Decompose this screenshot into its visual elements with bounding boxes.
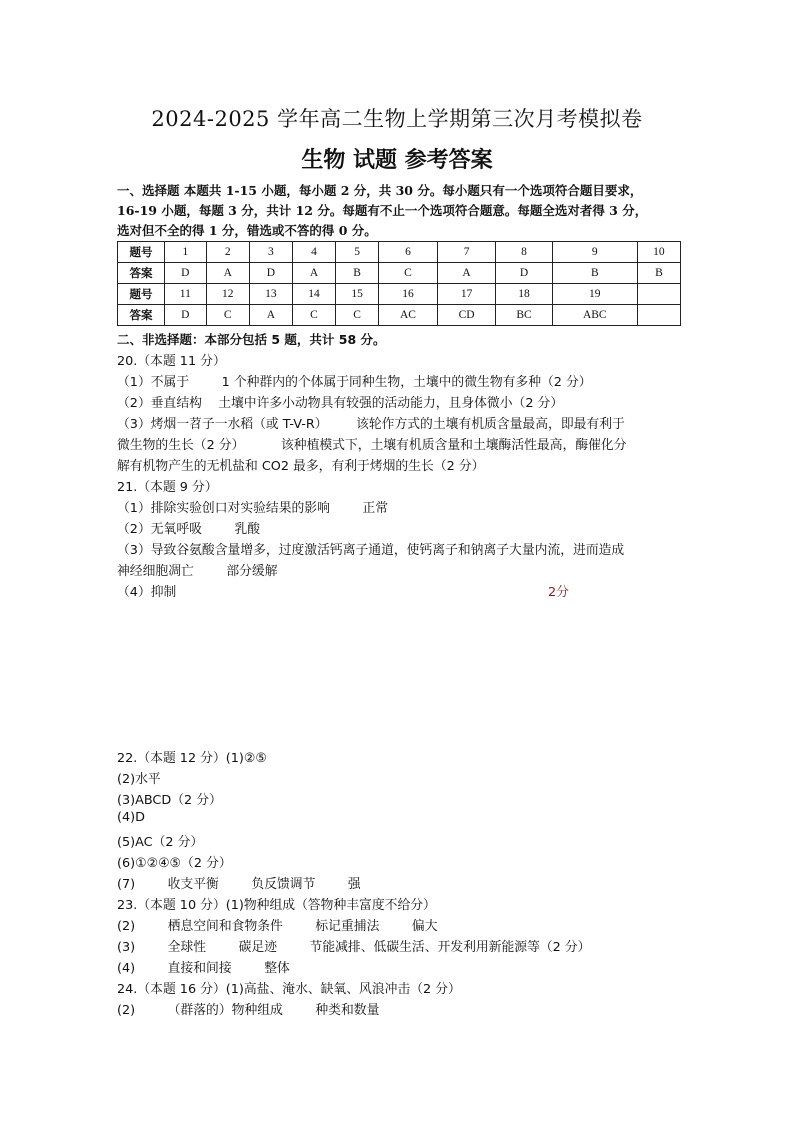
table-cell: 9	[552, 242, 637, 263]
table-cell: AC	[379, 305, 438, 326]
q22-line4: (4)D	[117, 810, 145, 825]
table-cell: 1	[165, 242, 207, 263]
q23-line2: (2) 栖息空间和食物条件 标记重捕法 偏大	[117, 919, 438, 934]
table-cell: C	[292, 305, 335, 326]
q22-line6: (6)①②④⑤（2 分）	[117, 856, 232, 871]
q20-line5: 解有机物产生的无机盐和 CO2 最多，有利于烤烟的生长（2 分）	[117, 459, 485, 474]
q21-line4: 神经细胞凋亡 部分缓解	[117, 564, 278, 579]
table-row-q1	[118, 242, 681, 263]
q22-line5: (5)AC（2 分）	[117, 835, 204, 850]
q21-line1: （1）排除实验创口对实验结果的影响 正常	[117, 501, 389, 516]
table-cell: 16	[379, 284, 438, 305]
section2-heading: 二、非选择题：本部分包括 5 题，共计 58 分。	[117, 332, 386, 347]
table-cell: 7	[437, 242, 496, 263]
label-question: 题号	[118, 284, 165, 305]
table-cell: A	[437, 263, 496, 284]
q20-line4: 微生物的生长（2 分） 该种植模式下，土壤有机质含量和土壤酶活性最高，酶催化分	[117, 438, 627, 453]
q22-line7: (7) 收支平衡 负反馈调节 强	[117, 877, 361, 892]
table-cell: 18	[496, 284, 552, 305]
q20-line3: （3）烤烟一苕子一水稻（或 T-V-R） 该轮作方式的土壤有机质含量最高，即最有利于	[117, 417, 625, 432]
document-subtitle: 生物 试题 参考答案	[301, 148, 493, 173]
q20-heading: 20.（本题 11 分）	[117, 354, 226, 369]
table-cell: C	[379, 263, 438, 284]
table-cell: CD	[437, 305, 496, 326]
q21-line3: （3）导致谷氨酸含量增多，过度激活钙离子通道，使钙离子和钠离子大量内流，进而造成	[117, 543, 625, 558]
table-cell: 5	[336, 242, 379, 263]
table-cell	[637, 284, 680, 305]
q23-line4: (4) 直接和间接 整体	[117, 961, 290, 976]
table-cell: 11	[165, 284, 207, 305]
q24-heading: 24.（本题 16 分）(1)高盐、淹水、缺氧、风浪冲击（2 分）	[117, 982, 461, 997]
table-cell: 4	[292, 242, 335, 263]
table-cell: D	[249, 263, 292, 284]
table-cell: 19	[552, 284, 637, 305]
table-cell	[637, 305, 680, 326]
table-cell: C	[206, 305, 249, 326]
q22-heading: 22.（本题 12 分）(1)②⑤	[117, 751, 267, 766]
table-cell: 12	[206, 284, 249, 305]
table-cell: 2	[206, 242, 249, 263]
table-cell: 8	[496, 242, 552, 263]
label-answer: 答案	[118, 263, 165, 284]
table-cell: 13	[249, 284, 292, 305]
table-cell: B	[552, 263, 637, 284]
table-cell: A	[249, 305, 292, 326]
table-cell: 3	[249, 242, 292, 263]
answer-table	[117, 241, 681, 326]
table-cell: B	[336, 263, 379, 284]
table-row-a2	[118, 305, 681, 326]
table-row-q2	[118, 284, 681, 305]
table-cell: 17	[437, 284, 496, 305]
table-cell: A	[206, 263, 249, 284]
q21-score: 2分	[548, 585, 569, 600]
section1-line2: 16-19 小题，每题 3 分，共计 12 分。每题有不止一个选项符合题意。每题全选对者得 3 分，	[117, 203, 648, 218]
q21-heading: 21.（本题 9 分）	[117, 480, 218, 495]
table-cell: B	[637, 263, 680, 284]
table-cell: 6	[379, 242, 438, 263]
table-row-a1	[118, 263, 681, 284]
table-cell: 14	[292, 284, 335, 305]
table-cell: D	[496, 263, 552, 284]
q24-line2: (2) （群落的）物种组成 种类和数量	[117, 1003, 380, 1018]
label-question: 题号	[118, 242, 165, 263]
table-cell: D	[165, 305, 207, 326]
table-cell: BC	[496, 305, 552, 326]
table-cell: 10	[637, 242, 680, 263]
table-cell: C	[336, 305, 379, 326]
q22-line3: (3)ABCD（2 分）	[117, 793, 222, 808]
table-cell: A	[292, 263, 335, 284]
q20-line2: （2）垂直结构 土壤中许多小动物具有较强的活动能力，且身体微小（2 分）	[117, 396, 564, 411]
section1-line3: 选对但不全的得 1 分，错选或不答的得 0 分。	[117, 223, 377, 238]
section1-line1: 一、选择题 本题共 1-15 小题，每小题 2 分，共 30 分。每小题只有一个选项符合题目要求，	[117, 183, 643, 198]
q23-heading: 23.（本题 10 分）(1)物种组成（答物种丰富度不给分）	[117, 898, 436, 913]
q21-line5: （4）抑制	[117, 585, 177, 600]
q20-line1: （1）不属于 1 个种群内的个体属于同种生物，土壤中的微生物有多种（2 分）	[117, 375, 592, 390]
q21-line2: （2）无氧呼吸 乳酸	[117, 522, 261, 537]
section1-instructions	[117, 181, 687, 241]
table-cell: 15	[336, 284, 379, 305]
label-answer: 答案	[118, 305, 165, 326]
q23-line3: (3) 全球性 碳足迹 节能减排、低碳生活、开发利用新能源等（2 分）	[117, 940, 591, 955]
table-cell: D	[165, 263, 207, 284]
table-cell: ABC	[552, 305, 637, 326]
q22-line2: (2)水平	[117, 772, 161, 787]
document-title: 2024-2025 学年高二生物上学期第三次月考模拟卷	[151, 107, 643, 131]
